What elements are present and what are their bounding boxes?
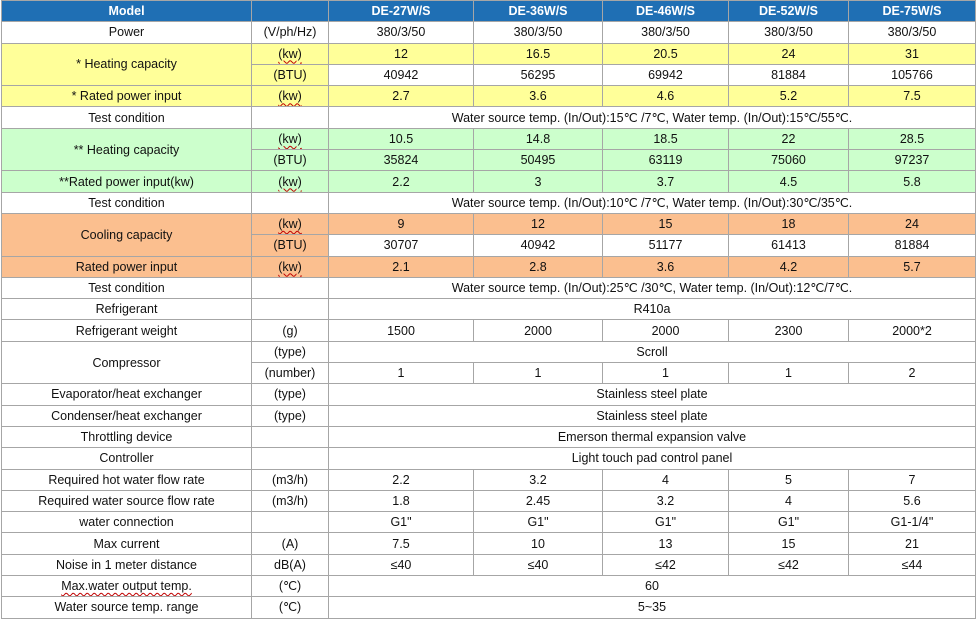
cell-value: G1": [474, 512, 603, 533]
table-row: [2, 86, 976, 107]
row-label: * Rated power input: [2, 86, 252, 107]
cell-value: 81884: [729, 64, 849, 85]
cell-value: 3: [474, 171, 603, 192]
row-unit: (number): [252, 363, 329, 384]
cell-value: 5.7: [849, 256, 976, 277]
cell-value: 5: [729, 469, 849, 490]
cell-value: 380/3/50: [603, 22, 729, 43]
cell-value: 2000*2: [849, 320, 976, 341]
row-unit: (℃): [252, 576, 329, 597]
cell-value: 4: [603, 469, 729, 490]
cell-value: 2: [849, 363, 976, 384]
cell-value: Water source temp. (In/Out):15℃ /7℃, Water temp. (In/Out):15℃/55℃.: [329, 107, 976, 128]
cell-value: ≤42: [729, 554, 849, 575]
row-label: Cooling capacity: [2, 213, 252, 256]
row-label: Throttling device: [2, 426, 252, 447]
row-unit: (BTU): [252, 64, 329, 85]
cell-value: 35824: [329, 150, 474, 171]
cell-value: 4.2: [729, 256, 849, 277]
spec-table: [1, 0, 976, 619]
cell-value: 2.2: [329, 171, 474, 192]
cell-value: 21: [849, 533, 976, 554]
cell-value: 75060: [729, 150, 849, 171]
cell-value: 97237: [849, 150, 976, 171]
row-unit: (type): [252, 405, 329, 426]
cell-value: 4: [729, 490, 849, 511]
table-row: [2, 576, 976, 597]
cell-value: 63119: [603, 150, 729, 171]
row-unit: dB(A): [252, 554, 329, 575]
table-row: [2, 405, 976, 426]
cell-value: Stainless steel plate: [329, 384, 976, 405]
cell-value: 2.2: [329, 469, 474, 490]
cell-value: 56295: [474, 64, 603, 85]
row-unit: (A): [252, 533, 329, 554]
table-row: [2, 107, 976, 128]
cell-value: 7.5: [849, 86, 976, 107]
row-unit: (type): [252, 341, 329, 362]
cell-value: 3.2: [474, 469, 603, 490]
table-row: [2, 448, 976, 469]
row-unit: (kw): [252, 171, 329, 192]
row-label: Power: [2, 22, 252, 43]
cell-value: 20.5: [603, 43, 729, 64]
cell-value: 24: [849, 213, 976, 234]
row-label: Water source temp. range: [2, 597, 252, 618]
table-row: [2, 192, 976, 213]
cell-value: 60: [329, 576, 976, 597]
row-label: Evaporator/heat exchanger: [2, 384, 252, 405]
cell-value: 12: [474, 213, 603, 234]
cell-value: Scroll: [329, 341, 976, 362]
cell-value: 12: [329, 43, 474, 64]
cell-value: 2.8: [474, 256, 603, 277]
cell-value: G1": [603, 512, 729, 533]
cell-value: Light touch pad control panel: [329, 448, 976, 469]
row-unit: (BTU): [252, 235, 329, 256]
table-row: [2, 554, 976, 575]
row-unit: (m3/h): [252, 469, 329, 490]
cell-value: 2000: [474, 320, 603, 341]
cell-value: 30707: [329, 235, 474, 256]
row-unit: (kw): [252, 128, 329, 149]
model-name: DE-75W/S: [849, 1, 976, 22]
table-row: [2, 213, 976, 234]
cell-value: G1": [329, 512, 474, 533]
row-label: Refrigerant weight: [2, 320, 252, 341]
cell-value: ≤40: [474, 554, 603, 575]
cell-value: 9: [329, 213, 474, 234]
table-row: [2, 597, 976, 618]
row-label: * Heating capacity: [2, 43, 252, 86]
cell-value: 69942: [603, 64, 729, 85]
row-label: Test condition: [2, 107, 252, 128]
cell-value: ≤40: [329, 554, 474, 575]
table-row: [2, 171, 976, 192]
row-label: Test condition: [2, 277, 252, 298]
table-row: [2, 341, 976, 362]
row-label: Max.water output temp.: [2, 576, 252, 597]
cell-value: R410a: [329, 299, 976, 320]
cell-value: 4.6: [603, 86, 729, 107]
table-row: [2, 22, 976, 43]
row-label: Noise in 1 meter distance: [2, 554, 252, 575]
table-row: [2, 128, 976, 149]
cell-value: 1: [729, 363, 849, 384]
model-header: Model: [2, 1, 252, 22]
cell-value: G1": [729, 512, 849, 533]
cell-value: Water source temp. (In/Out):10℃ /7℃, Water temp. (In/Out):30℃/35℃.: [329, 192, 976, 213]
row-label: Test condition: [2, 192, 252, 213]
model-name: DE-36W/S: [474, 1, 603, 22]
table-row: [2, 299, 976, 320]
row-label: water connection: [2, 512, 252, 533]
cell-value: 3.6: [474, 86, 603, 107]
model-name: DE-46W/S: [603, 1, 729, 22]
row-unit: (BTU): [252, 150, 329, 171]
cell-value: 7: [849, 469, 976, 490]
table-row: [2, 320, 976, 341]
model-name: DE-52W/S: [729, 1, 849, 22]
cell-value: 380/3/50: [849, 22, 976, 43]
cell-value: G1-1/4": [849, 512, 976, 533]
table-row: [2, 426, 976, 447]
cell-value: ≤44: [849, 554, 976, 575]
cell-value: 5.2: [729, 86, 849, 107]
row-unit: (V/ph/Hz): [252, 22, 329, 43]
row-label: **Rated power input(kw): [2, 171, 252, 192]
cell-value: 40942: [474, 235, 603, 256]
cell-value: 14.8: [474, 128, 603, 149]
cell-value: 24: [729, 43, 849, 64]
row-label: ** Heating capacity: [2, 128, 252, 171]
cell-value: 10: [474, 533, 603, 554]
cell-value: 5.8: [849, 171, 976, 192]
row-unit: (℃): [252, 597, 329, 618]
cell-value: 31: [849, 43, 976, 64]
cell-value: Stainless steel plate: [329, 405, 976, 426]
cell-value: 3.2: [603, 490, 729, 511]
table-row: [2, 384, 976, 405]
cell-value: 3.6: [603, 256, 729, 277]
cell-value: 50495: [474, 150, 603, 171]
cell-value: 61413: [729, 235, 849, 256]
cell-value: 28.5: [849, 128, 976, 149]
cell-value: 15: [603, 213, 729, 234]
cell-value: 380/3/50: [329, 22, 474, 43]
row-label: Required hot water flow rate: [2, 469, 252, 490]
cell-value: 1: [603, 363, 729, 384]
row-label: Rated power input: [2, 256, 252, 277]
table-row: [2, 533, 976, 554]
row-unit: (kw): [252, 86, 329, 107]
cell-value: 5~35: [329, 597, 976, 618]
table-row: [2, 490, 976, 511]
cell-value: 15: [729, 533, 849, 554]
cell-value: 1.8: [329, 490, 474, 511]
row-unit: (kw): [252, 43, 329, 64]
table-row: [2, 469, 976, 490]
table-row: [2, 43, 976, 64]
table-row: [2, 512, 976, 533]
cell-value: 7.5: [329, 533, 474, 554]
cell-value: 1: [474, 363, 603, 384]
row-unit: (type): [252, 384, 329, 405]
cell-value: 2.45: [474, 490, 603, 511]
table-row: [2, 256, 976, 277]
row-unit: (m3/h): [252, 490, 329, 511]
cell-value: 2.1: [329, 256, 474, 277]
cell-value: 2300: [729, 320, 849, 341]
cell-value: 13: [603, 533, 729, 554]
cell-value: 40942: [329, 64, 474, 85]
row-label: Controller: [2, 448, 252, 469]
cell-value: 16.5: [474, 43, 603, 64]
cell-value: 3.7: [603, 171, 729, 192]
model-name: DE-27W/S: [329, 1, 474, 22]
cell-value: 1: [329, 363, 474, 384]
row-label: Max current: [2, 533, 252, 554]
cell-value: 2000: [603, 320, 729, 341]
row-label: Condenser/heat exchanger: [2, 405, 252, 426]
cell-value: Emerson thermal expansion valve: [329, 426, 976, 447]
cell-value: 18.5: [603, 128, 729, 149]
cell-value: 81884: [849, 235, 976, 256]
cell-value: 5.6: [849, 490, 976, 511]
cell-value: Water source temp. (In/Out):25℃ /30℃, Water temp. (In/Out):12℃/7℃.: [329, 277, 976, 298]
cell-value: 380/3/50: [729, 22, 849, 43]
cell-value: 380/3/50: [474, 22, 603, 43]
table-row: [2, 277, 976, 298]
row-unit: (kw): [252, 256, 329, 277]
cell-value: 105766: [849, 64, 976, 85]
row-label: Required water source flow rate: [2, 490, 252, 511]
cell-value: 22: [729, 128, 849, 149]
row-label: Compressor: [2, 341, 252, 384]
cell-value: 2.7: [329, 86, 474, 107]
cell-value: 1500: [329, 320, 474, 341]
row-label: Refrigerant: [2, 299, 252, 320]
cell-value: 4.5: [729, 171, 849, 192]
cell-value: 18: [729, 213, 849, 234]
header-row: [2, 1, 976, 22]
cell-value: ≤42: [603, 554, 729, 575]
row-unit: (kw): [252, 213, 329, 234]
cell-value: 10.5: [329, 128, 474, 149]
row-unit: (g): [252, 320, 329, 341]
cell-value: 51177: [603, 235, 729, 256]
